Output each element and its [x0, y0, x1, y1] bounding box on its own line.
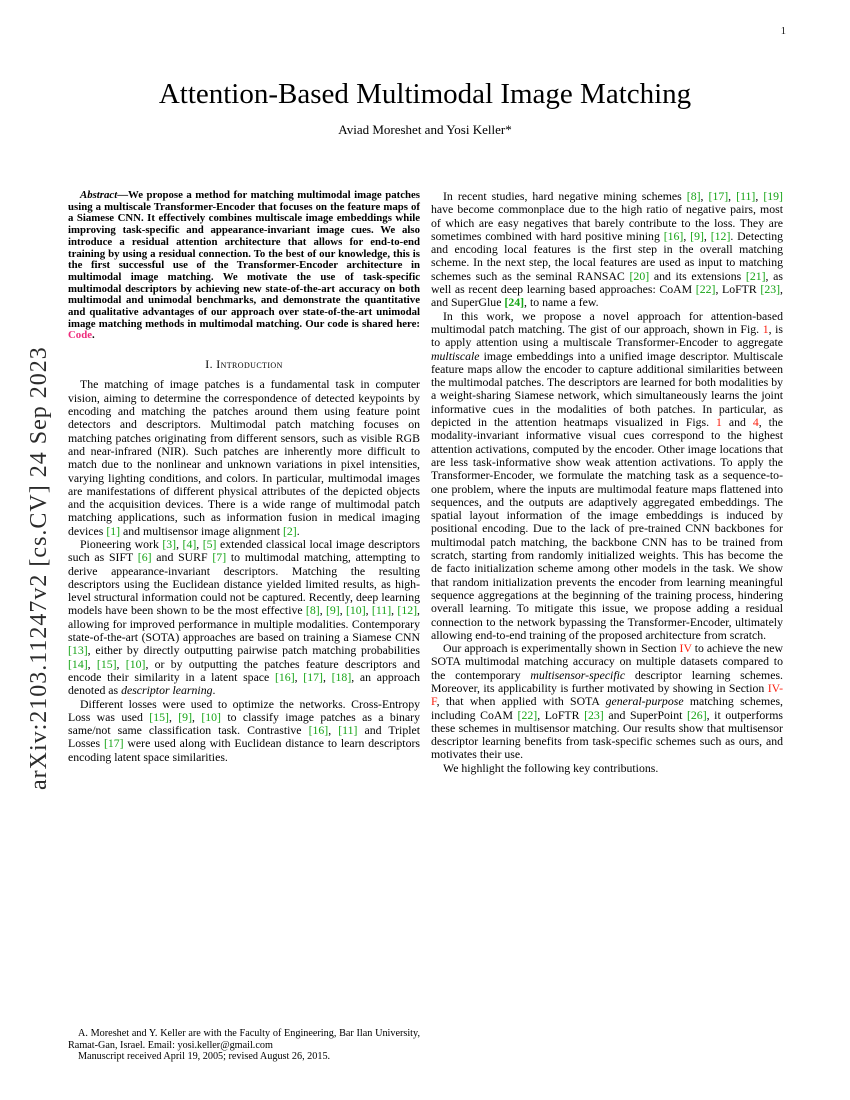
citation-link[interactable]: [9] [178, 709, 193, 724]
footnote-affiliation: A. Moreshet and Y. Keller are with the Faculty of Engineering, Bar Ilan University, Ramat-Gan, Israel. Email: yosi.keller@gmail.com [68, 1028, 420, 1051]
citation-link[interactable]: [16] [663, 228, 684, 243]
internal-ref-link[interactable]: IV-F [431, 680, 783, 709]
intro-paragraph-6: Our approach is experimentally shown in Section IV to achieve the new SOTA multimodal matching accuracy on multiple datasets compared to the contemporary multisensor-specific descriptor learning schemes. Moreover, its applicability is further motivated by showing in Section IV-F, that when applied with SOTA general-purpose matching schemes, including CoAM [22], LoFTR [23] and SuperPoint [26], it outperforms these schemes in multisensor matching. Our results show that multisensor descriptor learning benefits from task-specific schemes such as ours, and motivates their use. [431, 641, 783, 762]
paper-title: Attention-Based Multimodal Image Matching [158, 78, 692, 110]
right-column [431, 190, 783, 775]
intro-paragraph-3: Different losses were used to optimize the networks. Cross-Entropy Loss was used [15], [9], [10] to classify image patches as a binary same/not same classification task. Contrastive [16], [11] and Triplet Losses [17] were used along with Euclidean distance to learn descriptors encoding latent space similarities. [68, 696, 421, 764]
citation-link[interactable]: [2] [282, 523, 297, 538]
citation-link[interactable]: [15] [149, 709, 169, 724]
citation-link[interactable]: [7] [212, 550, 227, 565]
citation-link[interactable]: [15] [96, 656, 117, 671]
citation-link[interactable]: [3] [162, 537, 177, 551]
emphasis-text: Abstract [80, 189, 118, 201]
citation-link[interactable]: [23] [760, 282, 781, 297]
citation-link[interactable]: [6] [137, 550, 152, 565]
emphasis-text: multiscale [431, 348, 480, 363]
abstract-paragraph: Abstract—We propose a method for matching multimodal image patches using a multiscale Transformer-Encoder that focuses on the feature maps of a Siamese CNN. It effectively combines multiscale image embeddings while improving task-specific and appearance-invariant image cues. We also introduce a residual attention architecture that allows for end-to-end training by using a residual connection. To the best of our knowledge, this is the first successful use of the Transformer-Encoder architecture in multimodal image matching. We motivate the use of task-specific multimodal descriptors by achieving new state-of-the-art accuracy on both multimodal and unimodal benchmarks, and demonstrate the quantitative and qualitative advantages of our approach over state-of-the-art unimodal image matching methods in multimodal matching. Our code is shared here: Code. [68, 189, 420, 342]
paper-authors: Aviad Moreshet and Yosi Keller* [338, 122, 512, 137]
citation-link[interactable]: [23] [584, 707, 604, 722]
intro-paragraph-1: The matching of image patches is a fundamental task in computer vision, aiming to determine the correspondence of detected keypoints by encoding and matching the patches around them using feature point detectors and descriptors. Multimodal patch matching focuses on matching patches originating from different sensors, such as visible RGB and near-infrared (NIR). Such patches are inherently more difficult to match due to the nonlinear and unknown variations in pixel intensities, varying lighting conditions, and colors. In particular, multimodal images are manifestations of different physical attributes of the depicted objects and the acquisition devices. There is a wide range of multimodal patch matching applications, such as information fusion in medical imaging devices [1] and multisensor image alignment [2]. [68, 377, 420, 538]
internal-ref-link[interactable]: 4 [752, 415, 759, 430]
internal-ref-link[interactable]: 1 [716, 415, 722, 430]
citation-link[interactable]: [10] [201, 709, 221, 724]
intro-paragraph-5: In this work, we propose a novel approach for attention-based multimodal patch matching. The gist of our approach, shown in Fig. 1, is to apply attention using a multiscale Transformer-Encoder to aggregate multiscale image embeddings into a unified image descriptor. Multiscale feature maps allow the encoder to capture additional similarities between the multimodal patches. The descriptors are learned for both modalities by a weight-sharing Siamese network, which simultaneously learns the joint informative cues in the modalities of both patches. In particular, as depicted in the attention heatmaps visualized in Figs. 1 and 4, the modality-invariant informative visual cues correspond to the highest attention activations, computed by the encoder. Other image locations that are less task-informative show weak attention activations. To apply the Transformer-Encoder, we formulate the matching task as a sequence-to-one problem, where the inputs are multimodal feature maps flattened into sequences, and the outputs are adaptively aggregated embeddings. The spatial layout information of the image embeddings is induced by positional encoding. Due to the lack of pre-trained CNN backbones for multimodal patch matching, the backbone CNN has to be trained from scratch, starting from randomly initialized weights. This has become the de facto initialization scheme among other models in the task. We show that random initialization prevents the encoder from learning meaningful sequence aggregations at the beginning of the training process, hindering overall learning. To mitigate this issue, we propose adding a residual connection to the network bypassing the Transformer-Encoder, ultimately allowing end-to-end training of the proposed architecture from scratch. [431, 308, 784, 642]
left-column [68, 190, 420, 764]
citation-link[interactable]: [17] [303, 669, 323, 684]
citation-link[interactable]: [10] [345, 603, 366, 618]
citation-link[interactable]: [16] [274, 669, 295, 684]
citation-link[interactable]: [10] [125, 656, 146, 671]
emphasis-text: descriptor learning [121, 683, 213, 698]
internal-ref-link[interactable]: IV [679, 641, 692, 656]
citation-link[interactable]: [17] [103, 736, 124, 751]
citation-link[interactable]: [8] [305, 603, 320, 618]
citation-link[interactable]: [22] [517, 707, 538, 722]
author-footnote [68, 1028, 420, 1063]
section-heading-introduction: I. Introduction [205, 357, 283, 372]
citation-link[interactable]: [11] [736, 189, 756, 203]
arxiv-watermark: arXiv:2103.11247v2 [cs.CV] 24 Sep 2023 [26, 346, 52, 790]
citation-link[interactable]: [12] [710, 228, 731, 243]
citation-link[interactable]: [21] [745, 268, 766, 283]
citation-link[interactable]: [11] [371, 603, 392, 618]
citation-link[interactable]: [11] [338, 723, 358, 738]
citation-link[interactable]: [8] [686, 189, 701, 203]
citation-link[interactable]: [17] [708, 189, 729, 203]
citation-link[interactable]: [5] [202, 537, 217, 551]
citation-link[interactable]: [4] [182, 537, 197, 551]
emphasis-text: general-purpose [605, 694, 684, 709]
citation-link[interactable]: [13] [68, 643, 88, 658]
citation-link[interactable]: [16] [308, 723, 329, 738]
citation-link[interactable]: [18] [331, 669, 352, 684]
intro-paragraph-2: Pioneering work [3], [4], [5] extended classical local image descriptors such as SIFT [6] and SURF [7] to multimodal matching, attempting to derive appearance-invariant descriptors. Matching the resulting descriptors using the Euclidean distance yielded limited results, as high-level structural information could not be captured. Recently, deep learning models have been shown to be the most effective [8], [9], [10], [11], [12], allowing for improved performance in multiple modalities. Contemporary state-of-the-art (SOTA) approaches are based on training a Siamese CNN [13], either by directly outputting pairwise patch matching probabilities [14], [15], [10], or by outputting the patches feature descriptors and encode their similarity in a latent space [16], [17], [18], an approach denoted as descriptor learning. [68, 537, 421, 698]
citation-link[interactable]: [9] [325, 603, 340, 618]
citation-link[interactable]: [1] [106, 523, 121, 538]
citation-link[interactable]: [12] [397, 603, 418, 618]
citation-link[interactable]: [24] [504, 295, 525, 310]
emphasis-text: multisensor-specific [530, 667, 626, 682]
external-link[interactable]: Code [68, 329, 92, 342]
footnote-manuscript-note: Manuscript received April 19, 2005; revised August 26, 2015. [78, 1051, 331, 1063]
intro-paragraph-7: We highlight the following key contributions. [443, 760, 659, 775]
internal-ref-link[interactable]: 1 [762, 321, 769, 336]
citation-link[interactable]: [22] [695, 282, 716, 297]
page-number: 1 [780, 26, 786, 37]
citation-link[interactable]: [19] [763, 189, 783, 203]
citation-link[interactable]: [20] [629, 268, 650, 283]
citation-link[interactable]: [26] [686, 707, 707, 722]
intro-paragraph-4: In recent studies, hard negative mining schemes [8], [17], [11], [19] have become commonplace due to the high ratio of negative pairs, most of which are easy negatives that barely contribute to the loss. They are sometimes combined with hard positive mining [16], [9], [12]. Detecting and encoding local features is the first step in the overall matching scheme. In the next step, the local features are used as input to matching schemes such as the seminal RANSAC [20] and its extensions [21], as well as recent deep learning based approaches: CoAM [22], LoFTR [23], and SuperGlue [24], to name a few. [431, 189, 784, 310]
citation-link[interactable]: [9] [690, 228, 704, 243]
citation-link[interactable]: [14] [68, 656, 88, 671]
